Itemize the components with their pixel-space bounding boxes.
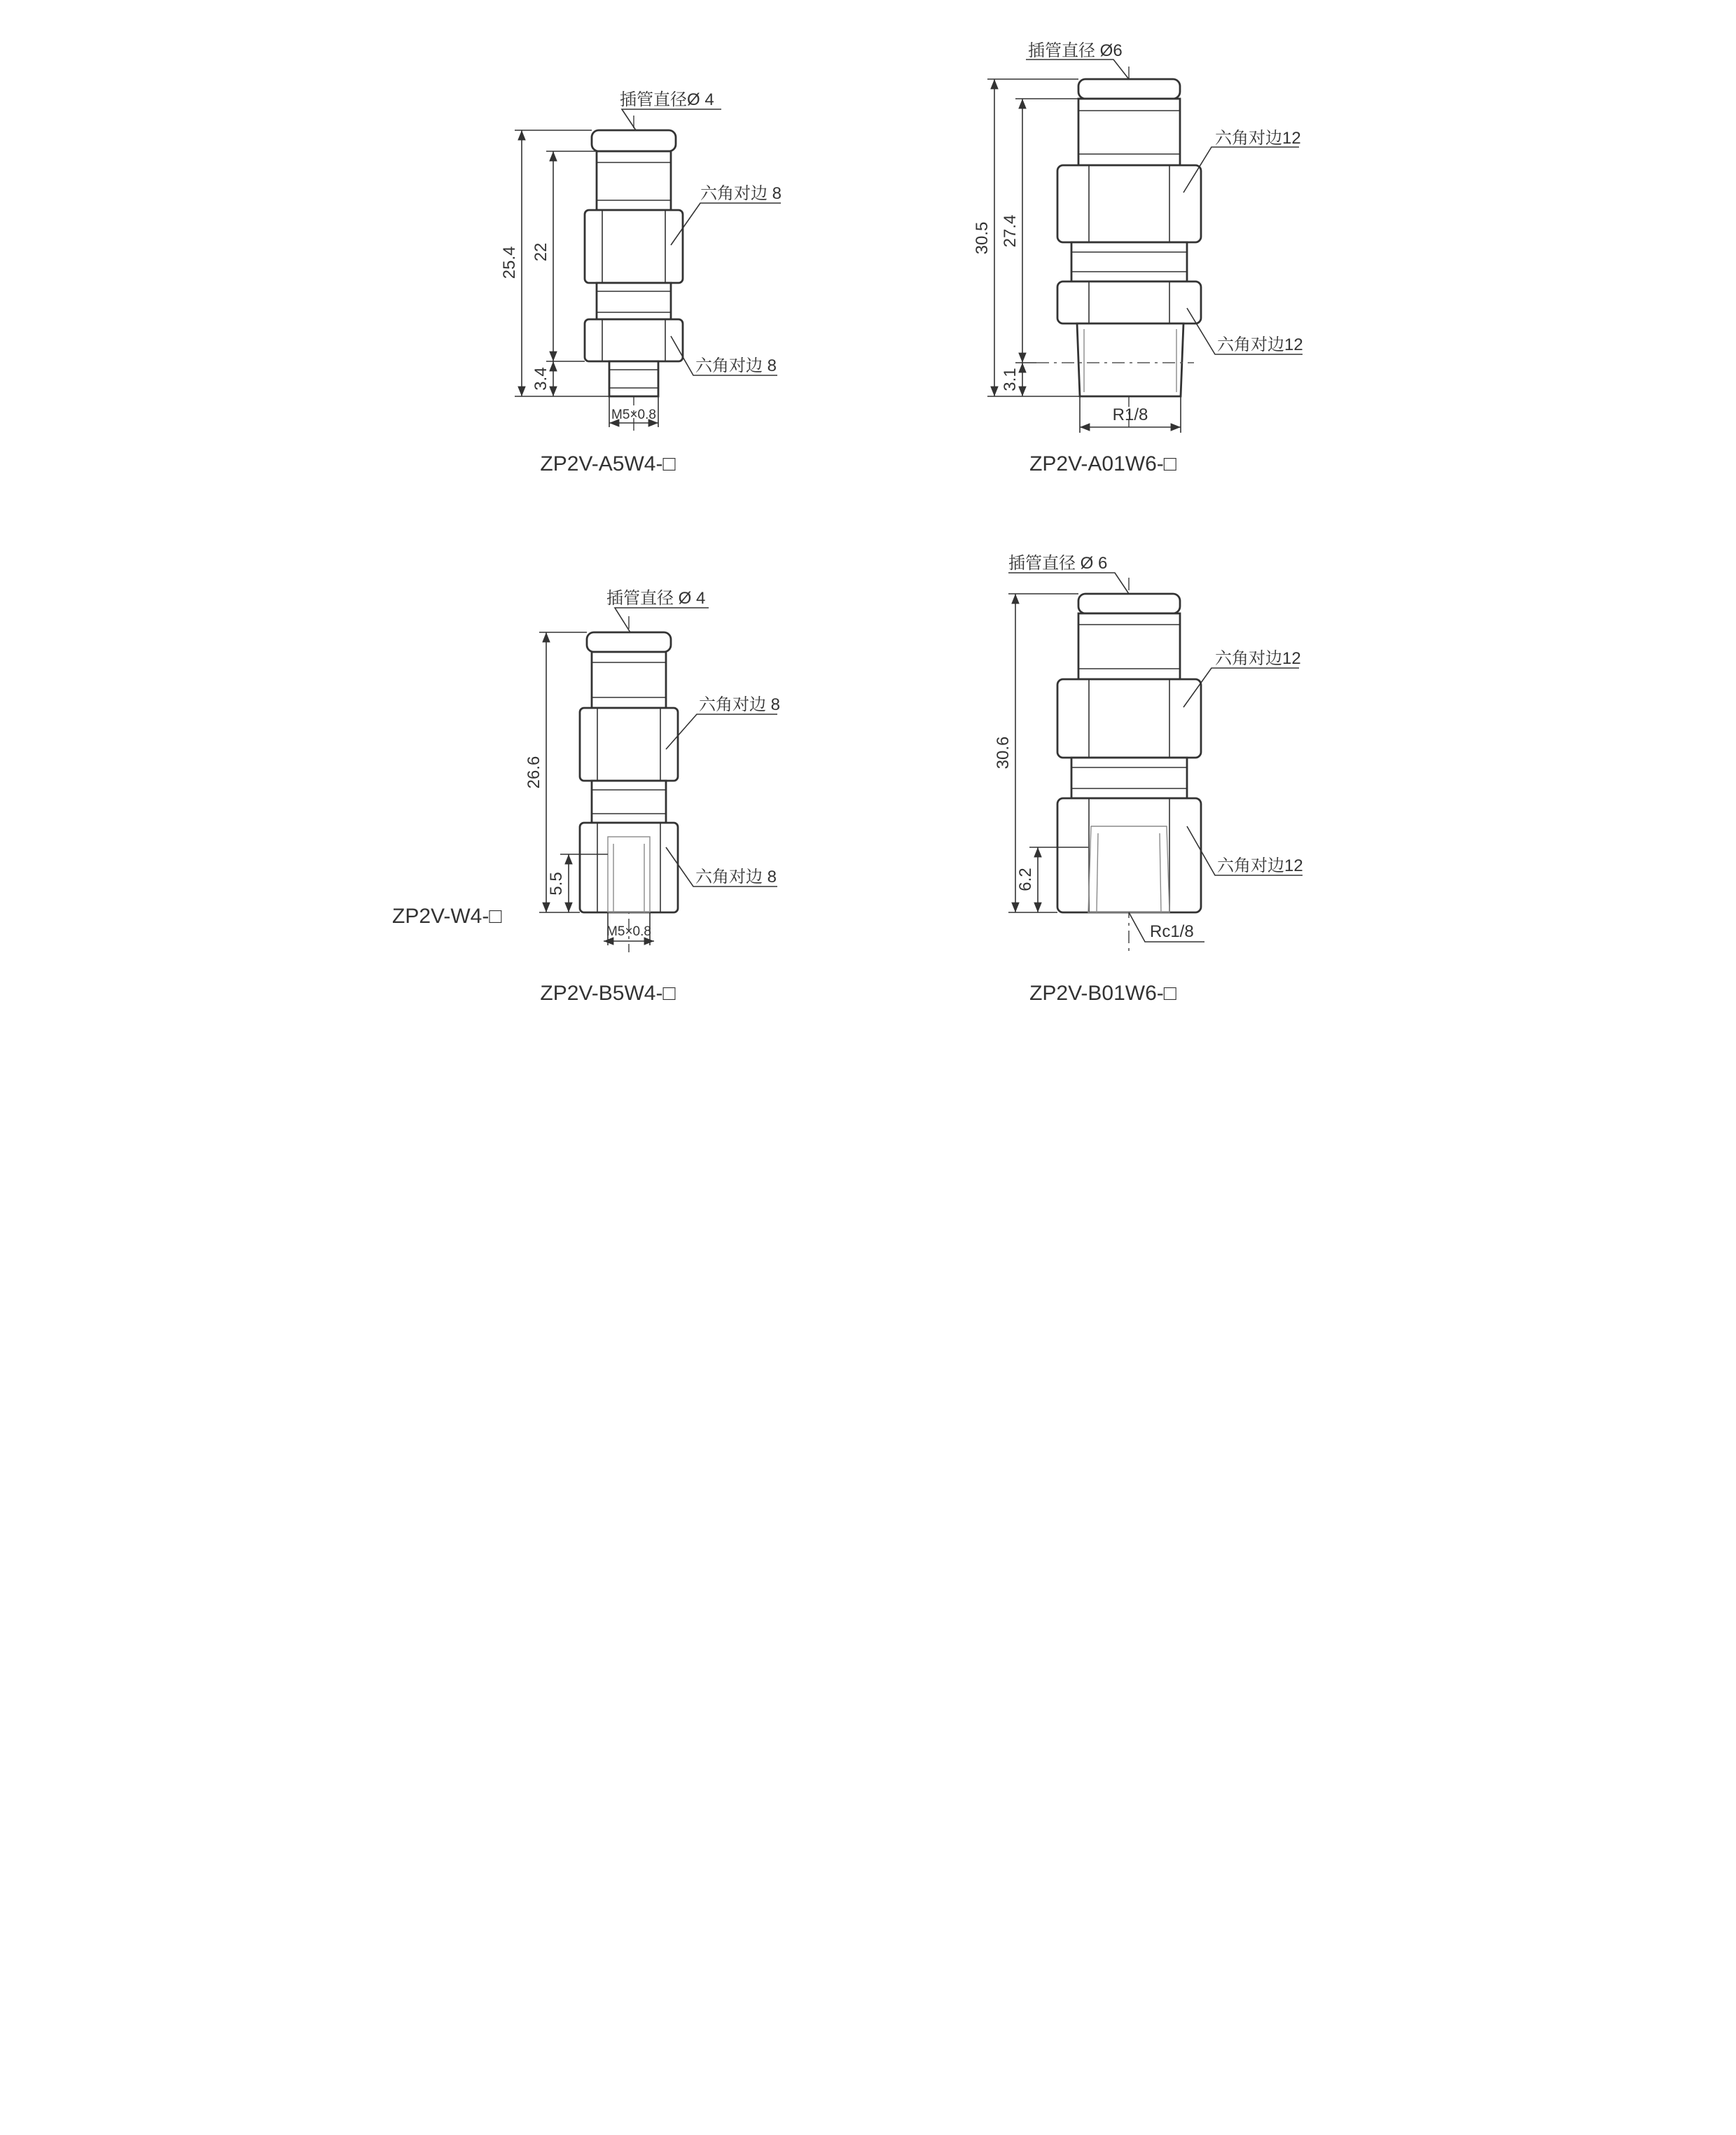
drawing-b01w6: [994, 554, 1303, 1005]
upper-hex-label: 六角对边12: [1215, 649, 1301, 668]
upper-hex-nut: [1057, 679, 1201, 758]
tube-diameter-label: 插管直径 Ø 6: [1008, 554, 1108, 573]
lower-hex-label: 六角对边12: [1217, 335, 1303, 354]
push-in-cap: [592, 130, 676, 151]
drawing-title: ZP2V-A5W4-□: [540, 452, 676, 475]
dim-thread: 6.2: [1016, 868, 1035, 891]
tube-diameter-label: 插管直径 Ø6: [1028, 41, 1123, 60]
lower-hex-nut: [1057, 281, 1201, 324]
dim-thread: 3.4: [532, 367, 550, 391]
push-in-cap: [1078, 79, 1180, 99]
lower-hex-nut: [585, 319, 683, 361]
drawing-title: ZP2V-A01W6-□: [1029, 452, 1176, 475]
dim-body: 27.4: [1001, 214, 1020, 248]
upper-hex-nut: [585, 210, 683, 283]
push-in-cap: [587, 632, 671, 652]
thread-stub: [609, 361, 658, 396]
lower-hex-label: 六角对边12: [1217, 856, 1303, 875]
variant-label: ZP2V-W4-□: [392, 905, 502, 928]
drawing-title: ZP2V-B5W4-□: [540, 982, 676, 1005]
upper-hex-label: 六角对边 8: [700, 184, 782, 203]
drawing-title: ZP2V-B01W6-□: [1029, 982, 1176, 1005]
upper-hex-label: 六角对边12: [1215, 129, 1301, 148]
drawing-a5w4: [500, 90, 782, 475]
mid-body: [592, 781, 666, 823]
tube-diameter-label: 插管直径 Ø 4: [606, 589, 706, 608]
dim-thread: 3.1: [1001, 368, 1020, 391]
upper-sleeve: [1078, 613, 1180, 679]
push-in-cap: [1078, 594, 1180, 613]
thread-spec: R1/8: [1112, 405, 1148, 424]
thread-spec: M5×0.8: [611, 408, 656, 422]
lower-hex-nut: [580, 823, 678, 912]
mid-body: [1071, 242, 1187, 281]
thread-spec: M5×0.8: [606, 924, 651, 939]
drawing-a01w6: [973, 41, 1303, 475]
upper-sleeve: [597, 151, 671, 210]
dim-total: 30.6: [994, 736, 1013, 770]
upper-hex-nut: [580, 708, 678, 781]
upper-hex-label: 六角对边 8: [699, 695, 781, 714]
mid-body: [1071, 758, 1187, 798]
dim-total: 26.6: [525, 756, 543, 789]
taper-thread: [1077, 324, 1183, 396]
tube-diameter-label: 插管直径Ø 4: [620, 90, 714, 109]
lower-hex-nut: [1057, 798, 1201, 912]
upper-hex-nut: [1057, 165, 1201, 242]
lower-hex-label: 六角对边 8: [695, 868, 777, 886]
mid-body: [597, 283, 671, 319]
dim-total: 30.5: [973, 221, 992, 255]
thread-spec: Rc1/8: [1150, 922, 1194, 941]
upper-sleeve: [1078, 99, 1180, 165]
lower-hex-label: 六角对边 8: [695, 356, 777, 375]
dim-body: 22: [532, 242, 550, 262]
drawing-b5w4: [392, 589, 780, 1005]
upper-sleeve: [592, 652, 666, 708]
dim-thread: 5.5: [547, 872, 566, 896]
dim-total: 25.4: [500, 246, 519, 279]
